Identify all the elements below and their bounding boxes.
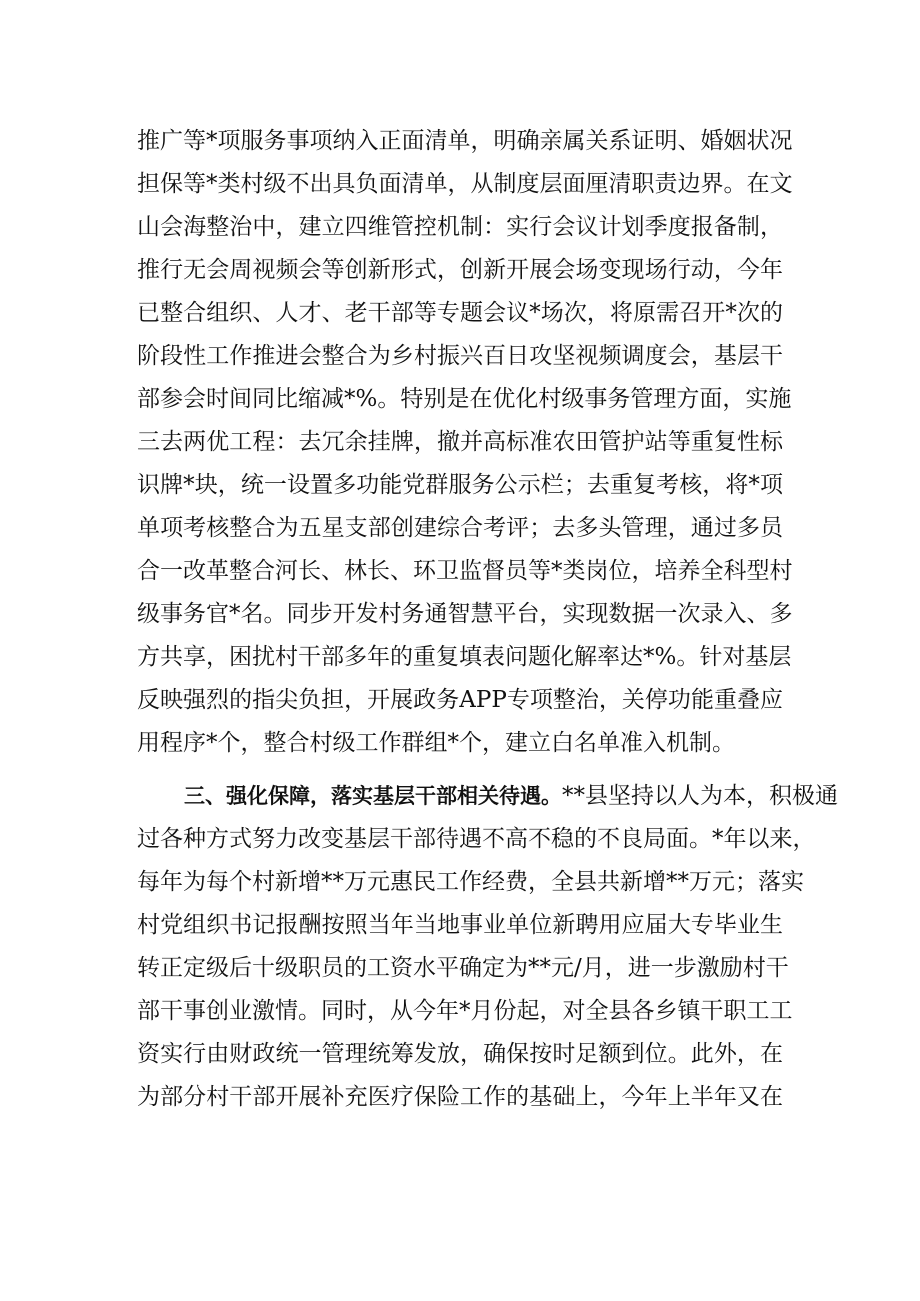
text-line: 为部分村干部开展补充医疗保险工作的基础上，今年上半年又在 — [137, 1084, 783, 1110]
text-line: 三去两优工程：去冗余挂牌，撤并高标准农田管护站等重复性标 — [137, 429, 783, 455]
text-line: 反映强烈的指尖负担，开展政务APP专项整治，关停功能重叠应 — [137, 687, 783, 713]
text-line: 山会海整治中，建立四维管控机制：实行会议计划季度报备制， — [137, 214, 783, 240]
text-line: 单项考核整合为五星支部创建综合考评；去多头管理，通过多员 — [137, 515, 783, 541]
section-first-line-text: **县坚持以人为本，积极通 — [562, 783, 838, 809]
text-line: 担保等*类村级不出具负面清单，从制度层面厘清职责边界。在文 — [137, 171, 793, 197]
text-line: 推行无会周视频会等创新形式，创新开展会场变现场行动，今年 — [137, 257, 783, 283]
text-line: 村党组织书记报酬按照当年当地事业单位新聘用应届大专毕业生 — [137, 912, 783, 938]
text-line: 用程序*个，整合村级工作群组*个，建立白名单准入机制。 — [137, 730, 735, 756]
text-line: 转正定级后十级职员的工资水平确定为**元/月，进一步激励村干 — [137, 955, 789, 981]
text-line: 每年为每个村新增**万元惠民工作经费，全县共新增**万元；落实 — [137, 869, 804, 895]
section-first-line — [184, 780, 838, 812]
text-line: 级事务官*名。同步开发村务通智慧平台，实现数据一次录入、多 — [137, 601, 793, 627]
text-line: 识牌*块，统一设置多功能党群服务公示栏；去重复考核，将*项 — [137, 472, 783, 498]
text-line: 推广等*项服务事项纳入正面清单，明确亲属关系证明、婚姻状况 — [137, 128, 793, 154]
text-line: 阶段性工作推进会整合为乡村振兴百日攻坚视频调度会，基层干 — [137, 343, 783, 369]
text-line: 过各种方式努力改变基层干部待遇不高不稳的不良局面。*年以来， — [137, 826, 816, 852]
text-line: 合一改革整合河长、林长、环卫监督员等*类岗位，培养全科型村 — [137, 558, 793, 584]
section-heading: 三、强化保障，落实基层干部相关待遇。 — [184, 784, 562, 808]
text-line: 资实行由财政统一管理统筹发放，确保按时足额到位。此外，在 — [137, 1041, 783, 1067]
text-line: 已整合组织、人才、老干部等专题会议*场次，将原需召开*次的 — [137, 300, 783, 326]
text-line: 部参会时间同比缩减*%。特别是在优化村级事务管理方面，实施 — [137, 386, 792, 412]
text-line: 部干事创业激情。同时，从今年*月份起，对全县各乡镇干职工工 — [137, 998, 793, 1024]
text-line: 方共享，困扰村干部多年的重复填表问题化解率达*%。针对基层 — [137, 644, 792, 670]
